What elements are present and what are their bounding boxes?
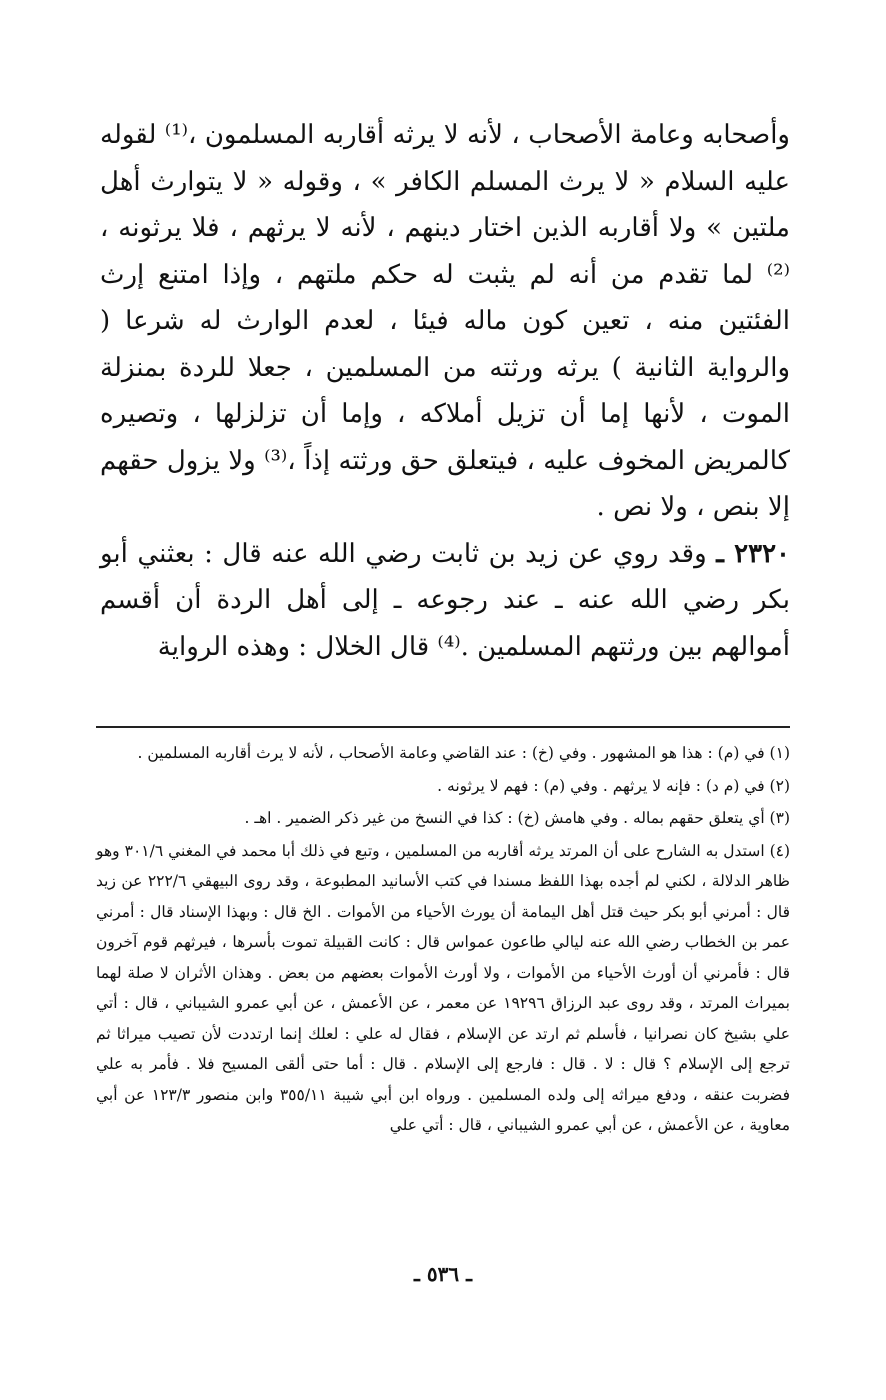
paragraph-number: ٢٣٢٠ ـ xyxy=(716,538,791,569)
footnote-4: (٤) استدل به الشارح على أن المرتد يرثه أقاربه من المسلمين ، وتبع في ذلك أبا محمد في المغني ٣٠١/٦ وهو ظاهر الدلالة ، لكني لم أجده بهذا اللفظ مسندا في كتب الأسانيد المطبوعة ، وقد روى البيهقي ٢٢٢/٦ عن زيد قال : أمرني أبو بكر حيث قتل أهل اليمامة أن يورث الأحياء من الأموات . الخ قال : وبهذا الإسناد قال : أمرني عمر بن الخطاب رضي الله عنه ليالي طاعون عمواس قال : كانت القبيلة تموت بأسرها ، فيرثهم قوم آخرون قال : فأمرني أن أورث الأحياء من الأموات ، ولا أورث الأموات بعضهم من بعض . وهذان الأثران لا صلة لهما بميراث المرتد ، وقد روى عبد الرزاق ١٩٢٩٦ عن معمر ، عن الأعمش ، عن أبي عمرو الشيباني ، قال : أتي علي بشيخ كان نصرانيا ، فأسلم ثم ارتد عن الإسلام ، فقال له علي : لعلك إنما ارتددت لأن تصيب ميراثا ثم ترجع إلى الإسلام ؟ قال : لا . قال : فارجع إلى الإسلام . قال : أما حتى ألقى المسيح فلا . فأمر به علي فضربت عنقه ، ودفع ميراثه إلى ولده المسلمين . ورواه ابن أبي شيبة ٣٥٥/١١ وابن منصور ١٢٣/٣ عن أبي معاوية ، عن الأعمش ، عن أبي عمرو الشيباني ، قال : أتي علي xyxy=(96,841,791,1134)
footnote-1: (١) في (م) : هذا هو المشهور . وفي (خ) : عند القاضي وعامة الأصحاب ، لأنه لا يرث أقاربه المسلمين . xyxy=(137,744,790,762)
numbered-paragraph xyxy=(100,531,790,671)
main-text-body xyxy=(100,112,790,670)
footnote-2: (٢) في (م د) : فإنه لا يرثهم . وفي (م) : فهم لا يرثونه . xyxy=(437,776,790,795)
main-paragraph: وأصحابه وعامة الأصحاب ، لأنه لا يرثه أقاربه المسلمون ،⁽¹⁾ لقوله عليه السلام « لا يرث المسلم الكافر » ، وقوله « لا يتوارث أهل ملتين » ولا أقاربه الذين اختار دينهم ، لأنه لا يرثهم ، فلا يرثونه ،⁽²⁾ لما تقدم من أنه لم يثبت له حكم ملتهم ، وإذا امتنع إرث الفئتين منه ، تعين كون ماله فيئا ، لعدم الوارث له شرعا ( والرواية الثانية ) يرثه ورثته من المسلمين ، جعلا للردة بمنزلة الموت ، لأنها إما أن تزيل أملاكه ، وإما أن تزلزلها ، وتصيره كالمريض المخوف عليه ، فيتعلق حق ورثته إذاً ،⁽³⁾ ولا يزول حقهم إلا بنص ، ولا نص . xyxy=(100,120,791,522)
numbered-paragraph-text: وقد روي عن زيد بن ثابت رضي الله عنه قال : بعثني أبو بكر رضي الله عنه ـ عند رجوعه ـ إلى أهل الردة أن أقسم أموالهم بين ورثتهم المسلمين .⁽⁴⁾ قال الخلال : وهذه الرواية xyxy=(100,538,790,662)
footnote-3: (٣) أي يتعلق حقهم بماله . وفي هامش (خ) : كذا في النسخ من غير ذكر الضمير . اهـ . xyxy=(244,809,790,827)
footnotes-section xyxy=(96,738,790,1141)
footnote-separator xyxy=(96,726,790,728)
page-number: ـ ٥٣٦ ـ xyxy=(414,1262,472,1286)
